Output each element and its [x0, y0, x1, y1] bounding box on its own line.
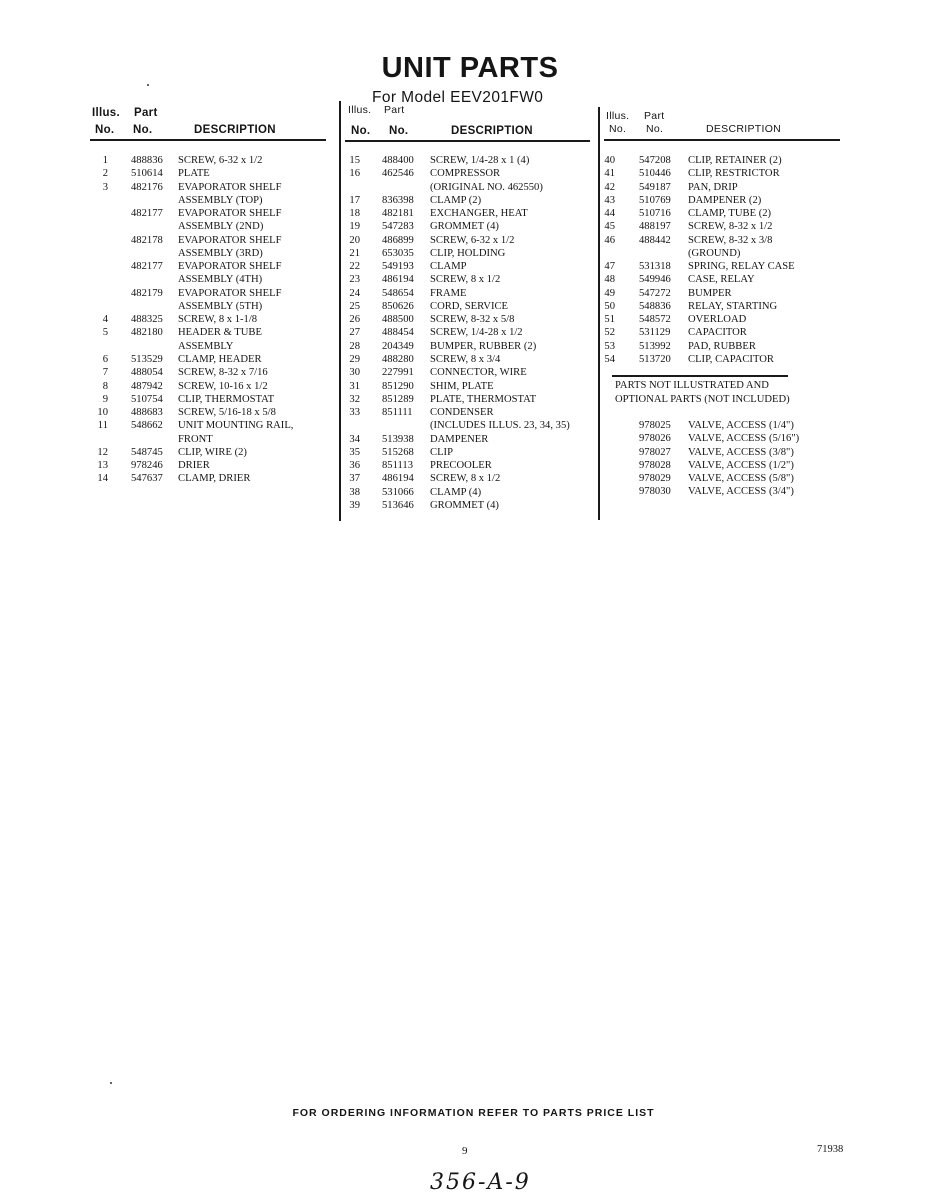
parts-row [605, 154, 845, 167]
part-description: RELAY, STARTING [688, 300, 778, 312]
parts-row [350, 194, 600, 207]
illus-number: 44 [604, 208, 615, 220]
parts-row [605, 326, 845, 339]
parts-column-1 [98, 154, 338, 486]
part-number: 531129 [639, 327, 671, 339]
part-number: 978025 [639, 420, 671, 431]
illus-number: 17 [349, 194, 360, 206]
part-number: 549193 [382, 261, 414, 273]
col1-description-header: DESCRIPTION [194, 124, 276, 136]
parts-row [350, 472, 600, 485]
col1-partno-header: No. [133, 124, 153, 136]
parts-row [605, 485, 845, 498]
parts-row [98, 247, 338, 260]
part-number: 548662 [131, 420, 163, 432]
model-subtitle: For Model EEV201FW0 [372, 89, 544, 106]
parts-row [350, 340, 600, 353]
parts-row [350, 393, 600, 406]
parts-row [350, 181, 600, 194]
part-number: 510754 [131, 393, 163, 405]
col2-no-header: No. [351, 125, 371, 137]
part-number: 978029 [639, 473, 671, 485]
parts-row [98, 154, 338, 167]
parts-row [98, 380, 338, 393]
parts-column-2 [350, 154, 600, 512]
part-number: 531066 [382, 486, 414, 498]
part-number: 850626 [382, 300, 414, 312]
part-number: 547283 [382, 221, 414, 233]
illus-number: 37 [349, 473, 360, 485]
part-description: SCREW, 1/4-28 x 1/2 [430, 327, 523, 339]
illus-number: 32 [349, 393, 360, 405]
col2-description-header: DESCRIPTION [451, 125, 533, 137]
illus-number: 50 [604, 300, 615, 312]
part-description: CONNECTOR, WIRE [430, 367, 527, 379]
part-description: CORD, SERVICE [430, 300, 509, 312]
illus-number: 41 [604, 168, 615, 180]
parts-row [605, 260, 845, 273]
parts-row [98, 459, 338, 472]
part-number: 978026 [639, 433, 671, 445]
illus-number: 18 [349, 208, 360, 220]
part-description: CLIP, CAPACITOR [688, 353, 774, 365]
col3-header-rule [604, 139, 840, 141]
part-description: ASSEMBLY (2ND) [178, 221, 264, 233]
part-description: PLATE, THERMOSTAT [430, 393, 537, 405]
parts-row [350, 326, 600, 339]
part-description: CAPACITOR [688, 327, 747, 339]
part-description: EVAPORATOR SHELF [178, 261, 282, 273]
illus-number: 40 [604, 155, 615, 166]
page-number: 9 [462, 1145, 468, 1157]
part-number: 486194 [382, 473, 414, 485]
part-number: 547637 [131, 473, 163, 485]
illus-number: 33 [349, 407, 360, 419]
part-description: CLIP, WIRE (2) [178, 446, 247, 458]
parts-row [350, 260, 600, 273]
parts-row [350, 486, 600, 499]
part-number: 515268 [382, 446, 414, 458]
illus-number: 24 [349, 287, 360, 299]
part-description: SCREW, 5/16-18 x 5/8 [178, 407, 276, 419]
part-description: PAN, DRIP [688, 181, 738, 193]
part-description: SCREW, 6-32 x 1/2 [430, 234, 515, 246]
part-description: ASSEMBLY (TOP) [178, 194, 263, 206]
parts-row [98, 340, 338, 353]
part-description: CLIP, RETAINER (2) [688, 155, 782, 166]
illus-number: 42 [604, 181, 615, 193]
illus-number: 12 [97, 446, 108, 458]
part-number: 548654 [382, 287, 414, 299]
illus-number: 2 [102, 168, 108, 180]
part-number: 488400 [382, 155, 414, 166]
parts-row [98, 234, 338, 247]
parts-row [605, 459, 845, 472]
part-description: PAD, RUBBER [688, 340, 756, 352]
part-description: SHIM, PLATE [430, 380, 494, 392]
parts-row [350, 313, 600, 326]
not-illustrated-rule [612, 375, 788, 377]
part-description: CONDENSER [430, 407, 494, 419]
illus-number: 51 [604, 314, 615, 326]
illus-number: 28 [349, 340, 360, 352]
parts-row [98, 433, 338, 446]
part-description: FRONT [178, 433, 213, 445]
parts-row [350, 247, 600, 260]
illus-number: 31 [349, 380, 360, 392]
part-description: SCREW, 6-32 x 1/2 [178, 155, 263, 166]
part-number: 488325 [131, 314, 163, 326]
part-description: FRAME [430, 287, 467, 299]
parts-row [98, 287, 338, 300]
part-number: 204349 [382, 340, 414, 352]
parts-row [350, 207, 600, 220]
part-description: (GROUND) [688, 247, 741, 259]
parts-row [350, 300, 600, 313]
part-number: 653035 [382, 247, 414, 259]
parts-row [605, 220, 845, 233]
part-number: 227991 [382, 367, 414, 379]
illus-number: 20 [349, 234, 360, 246]
parts-row [350, 167, 600, 180]
part-description: CLIP, HOLDING [430, 247, 506, 259]
col2-part-header: Part [384, 104, 405, 116]
illus-number: 45 [604, 221, 615, 233]
illus-number: 49 [604, 287, 615, 299]
col3-illus-header: Illus. [606, 110, 630, 122]
part-number: 513646 [382, 499, 414, 511]
part-description: ASSEMBLY (5TH) [178, 300, 263, 312]
part-description: SCREW, 8-32 x 5/8 [430, 314, 515, 326]
illus-number: 6 [102, 353, 108, 365]
part-number: 851113 [382, 460, 413, 472]
col3-description-header: DESCRIPTION [706, 123, 782, 135]
scan-speck [147, 84, 149, 86]
illus-number: 39 [349, 499, 360, 511]
part-number: 510446 [639, 168, 671, 180]
part-description: CLAMP, DRIER [178, 473, 251, 485]
part-description: EXCHANGER, HEAT [430, 208, 528, 220]
part-number: 547208 [639, 155, 671, 166]
col2-header-rule [345, 140, 590, 142]
col1-no-header: No. [95, 124, 115, 136]
illus-number: 26 [349, 314, 360, 326]
parts-row [98, 446, 338, 459]
parts-row [350, 353, 600, 366]
parts-row [605, 181, 845, 194]
parts-row [350, 433, 600, 446]
part-description: SCREW, 8 x 1-1/8 [178, 314, 258, 326]
part-number: 482181 [382, 208, 414, 220]
illus-number: 52 [604, 327, 615, 339]
part-number: 482176 [131, 181, 163, 193]
illus-number: 25 [349, 300, 360, 312]
part-number: 978246 [131, 460, 163, 472]
part-description: CLAMP, HEADER [178, 353, 262, 365]
illus-number: 14 [97, 473, 108, 485]
parts-row [98, 273, 338, 286]
not-illustrated-heading-1: PARTS NOT ILLUSTRATED AND [615, 380, 769, 391]
parts-row [605, 247, 845, 260]
part-number: 487942 [131, 380, 163, 392]
part-description: VALVE, ACCESS (3/4") [688, 486, 794, 498]
not-illustrated-heading-2: OPTIONAL PARTS (NOT INCLUDED) [615, 394, 790, 405]
parts-row [605, 273, 845, 286]
part-number: 978030 [639, 486, 671, 498]
part-number: 462546 [382, 168, 414, 180]
part-description: ASSEMBLY (3RD) [178, 247, 263, 259]
part-description: EVAPORATOR SHELF [178, 287, 282, 299]
parts-row [605, 340, 845, 353]
illus-number: 19 [349, 221, 360, 233]
part-description: DAMPENER [430, 433, 489, 445]
parts-row [350, 499, 600, 512]
parts-row [98, 207, 338, 220]
illus-number: 10 [97, 407, 108, 419]
parts-row [98, 326, 338, 339]
parts-row [350, 459, 600, 472]
parts-row [350, 287, 600, 300]
col3-part-header: Part [644, 110, 665, 122]
part-description: CLIP [430, 446, 453, 458]
part-description: SCREW, 8 x 3/4 [430, 353, 501, 365]
illus-number: 7 [102, 367, 108, 379]
col3-no-header: No. [609, 123, 627, 135]
part-number: 488683 [131, 407, 163, 419]
part-description: GROMMET (4) [430, 499, 499, 511]
part-description: SCREW, 1/4-28 x 1 (4) [430, 155, 530, 166]
part-description: SPRING, RELAY CASE [688, 261, 795, 273]
part-description: CLAMP (4) [430, 486, 482, 498]
part-number: 510614 [131, 168, 163, 180]
parts-row [98, 167, 338, 180]
part-description: VALVE, ACCESS (5/8") [688, 473, 794, 485]
part-number: 488054 [131, 367, 163, 379]
document-number: 71938 [817, 1144, 844, 1155]
illus-number: 21 [349, 247, 360, 259]
part-number: 549946 [639, 274, 671, 286]
col1-header-rule [90, 139, 326, 141]
parts-row [350, 234, 600, 247]
part-description: DAMPENER (2) [688, 194, 762, 206]
part-number: 488500 [382, 314, 414, 326]
illus-number: 1 [102, 155, 108, 166]
parts-row [605, 234, 845, 247]
col2-illus-header: Illus. [348, 104, 372, 116]
illus-number: 54 [604, 353, 615, 365]
parts-row [98, 260, 338, 273]
part-number: 851290 [382, 380, 414, 392]
illus-number: 9 [102, 393, 108, 405]
illus-number: 46 [604, 234, 615, 246]
part-number: 482180 [131, 327, 163, 339]
parts-row [98, 181, 338, 194]
illus-number: 48 [604, 274, 615, 286]
part-description: DRIER [178, 460, 210, 472]
part-number: 548836 [639, 300, 671, 312]
part-number: 978028 [639, 459, 671, 471]
part-number: 548572 [639, 314, 671, 326]
part-description: VALVE, ACCESS (1/4") [688, 420, 794, 431]
part-description: CLAMP (2) [430, 194, 482, 206]
parts-column-3 [605, 154, 845, 366]
part-number: 531318 [639, 261, 671, 273]
parts-row [350, 419, 600, 432]
part-number: 513938 [382, 433, 414, 445]
illus-number: 15 [349, 155, 360, 166]
parts-row [605, 287, 845, 300]
illus-number: 3 [102, 181, 108, 193]
part-number: 547272 [639, 287, 671, 299]
part-description: VALVE, ACCESS (5/16") [688, 433, 800, 445]
part-number: 836398 [382, 194, 414, 206]
part-description: CLAMP, TUBE (2) [688, 208, 772, 220]
part-description: EVAPORATOR SHELF [178, 181, 282, 193]
part-description: (ORIGINAL NO. 462550) [430, 181, 543, 193]
illus-number: 30 [349, 367, 360, 379]
part-number: 488836 [131, 155, 163, 166]
part-description: EVAPORATOR SHELF [178, 208, 282, 220]
part-number: 488197 [639, 221, 671, 233]
part-number: 513529 [131, 353, 163, 365]
handwritten-note: 356-A-9 [430, 1170, 531, 1195]
part-description: CLIP, RESTRICTOR [688, 168, 780, 180]
parts-row [605, 432, 845, 445]
part-description: SCREW, 8 x 1/2 [430, 274, 501, 286]
illus-number: 53 [604, 340, 615, 352]
parts-row [605, 300, 845, 313]
part-number: 488442 [639, 234, 671, 246]
part-description: HEADER & TUBE [178, 327, 262, 339]
part-description: (INCLUDES ILLUS. 23, 34, 35) [430, 420, 570, 432]
parts-row [98, 220, 338, 233]
part-number: 510769 [639, 194, 671, 206]
part-number: 851289 [382, 393, 414, 405]
col1-illus-header: Illus. [92, 107, 121, 119]
parts-row [605, 167, 845, 180]
part-description: GROMMET (4) [430, 221, 499, 233]
page-title: UNIT PARTS [381, 52, 559, 84]
illus-number: 8 [102, 380, 108, 392]
illus-number: 22 [349, 261, 360, 273]
part-number: 978027 [639, 446, 671, 458]
part-description: PRECOOLER [430, 460, 492, 472]
illus-number: 23 [349, 274, 360, 286]
part-number: 549187 [639, 181, 671, 193]
part-description: UNIT MOUNTING RAIL, [178, 420, 294, 432]
part-number: 851111 [382, 407, 413, 419]
parts-row [350, 220, 600, 233]
parts-row [98, 472, 338, 485]
col1-part-header: Part [134, 107, 158, 119]
part-number: 486899 [382, 234, 414, 246]
part-description: EVAPORATOR SHELF [178, 234, 282, 246]
part-description: BUMPER [688, 287, 732, 299]
part-number: 513992 [639, 340, 671, 352]
part-description: OVERLOAD [688, 314, 747, 326]
parts-row [98, 353, 338, 366]
col2-partno-header: No. [389, 125, 409, 137]
not-illustrated-list [605, 419, 845, 499]
parts-row [350, 366, 600, 379]
illus-number: 5 [102, 327, 108, 339]
illus-number: 43 [604, 194, 615, 206]
parts-row [350, 154, 600, 167]
parts-row [350, 380, 600, 393]
part-number: 488454 [382, 327, 414, 339]
part-description: CLAMP [430, 261, 467, 273]
parts-row [350, 273, 600, 286]
parts-row [98, 313, 338, 326]
illus-number: 29 [349, 353, 360, 365]
part-number: 486194 [382, 274, 414, 286]
parts-row [98, 194, 338, 207]
part-number: 510716 [639, 208, 671, 220]
parts-row [98, 419, 338, 432]
parts-row [605, 446, 845, 459]
parts-row [98, 393, 338, 406]
part-description: CLIP, THERMOSTAT [178, 393, 275, 405]
part-description: SCREW, 8-32 x 3/8 [688, 234, 773, 246]
ordering-footer: FOR ORDERING INFORMATION REFER TO PARTS PRICE LIST [292, 1107, 655, 1119]
part-description: PLATE [178, 168, 210, 180]
col3-partno-header: No. [646, 123, 664, 135]
parts-row [350, 406, 600, 419]
part-description: ASSEMBLY (4TH) [178, 274, 263, 286]
parts-row [98, 300, 338, 313]
part-number: 482177 [131, 261, 163, 273]
parts-row [98, 366, 338, 379]
scan-speck [110, 1082, 112, 1084]
illus-number: 35 [349, 446, 360, 458]
illus-number: 34 [349, 433, 360, 445]
part-description: VALVE, ACCESS (1/2") [688, 459, 794, 471]
illus-number: 13 [97, 460, 108, 472]
part-number: 513720 [639, 353, 671, 365]
parts-row [98, 406, 338, 419]
illus-number: 38 [349, 486, 360, 498]
part-description: CASE, RELAY [688, 274, 755, 286]
parts-row [605, 313, 845, 326]
part-number: 488280 [382, 353, 414, 365]
illus-number: 4 [102, 314, 108, 326]
parts-row [350, 446, 600, 459]
part-description: SCREW, 8 x 1/2 [430, 473, 501, 485]
parts-row [605, 207, 845, 220]
parts-row [605, 194, 845, 207]
part-number: 482179 [131, 287, 163, 299]
illus-number: 47 [604, 261, 615, 273]
parts-row [605, 419, 845, 432]
illus-number: 11 [97, 420, 108, 432]
parts-row [605, 472, 845, 485]
illus-number: 16 [349, 168, 360, 180]
part-description: SCREW, 10-16 x 1/2 [178, 380, 268, 392]
part-description: COMPRESSOR [430, 168, 501, 180]
part-number: 482178 [131, 234, 163, 246]
part-number: 548745 [131, 446, 163, 458]
part-description: ASSEMBLY [178, 340, 234, 352]
part-description: SCREW, 8-32 x 7/16 [178, 367, 268, 379]
part-number: 482177 [131, 208, 163, 220]
illus-number: 36 [349, 460, 360, 472]
part-description: BUMPER, RUBBER (2) [430, 340, 537, 352]
parts-row [605, 353, 845, 366]
illus-number: 27 [349, 327, 360, 339]
part-description: SCREW, 8-32 x 1/2 [688, 221, 773, 233]
part-description: VALVE, ACCESS (3/8") [688, 446, 794, 458]
